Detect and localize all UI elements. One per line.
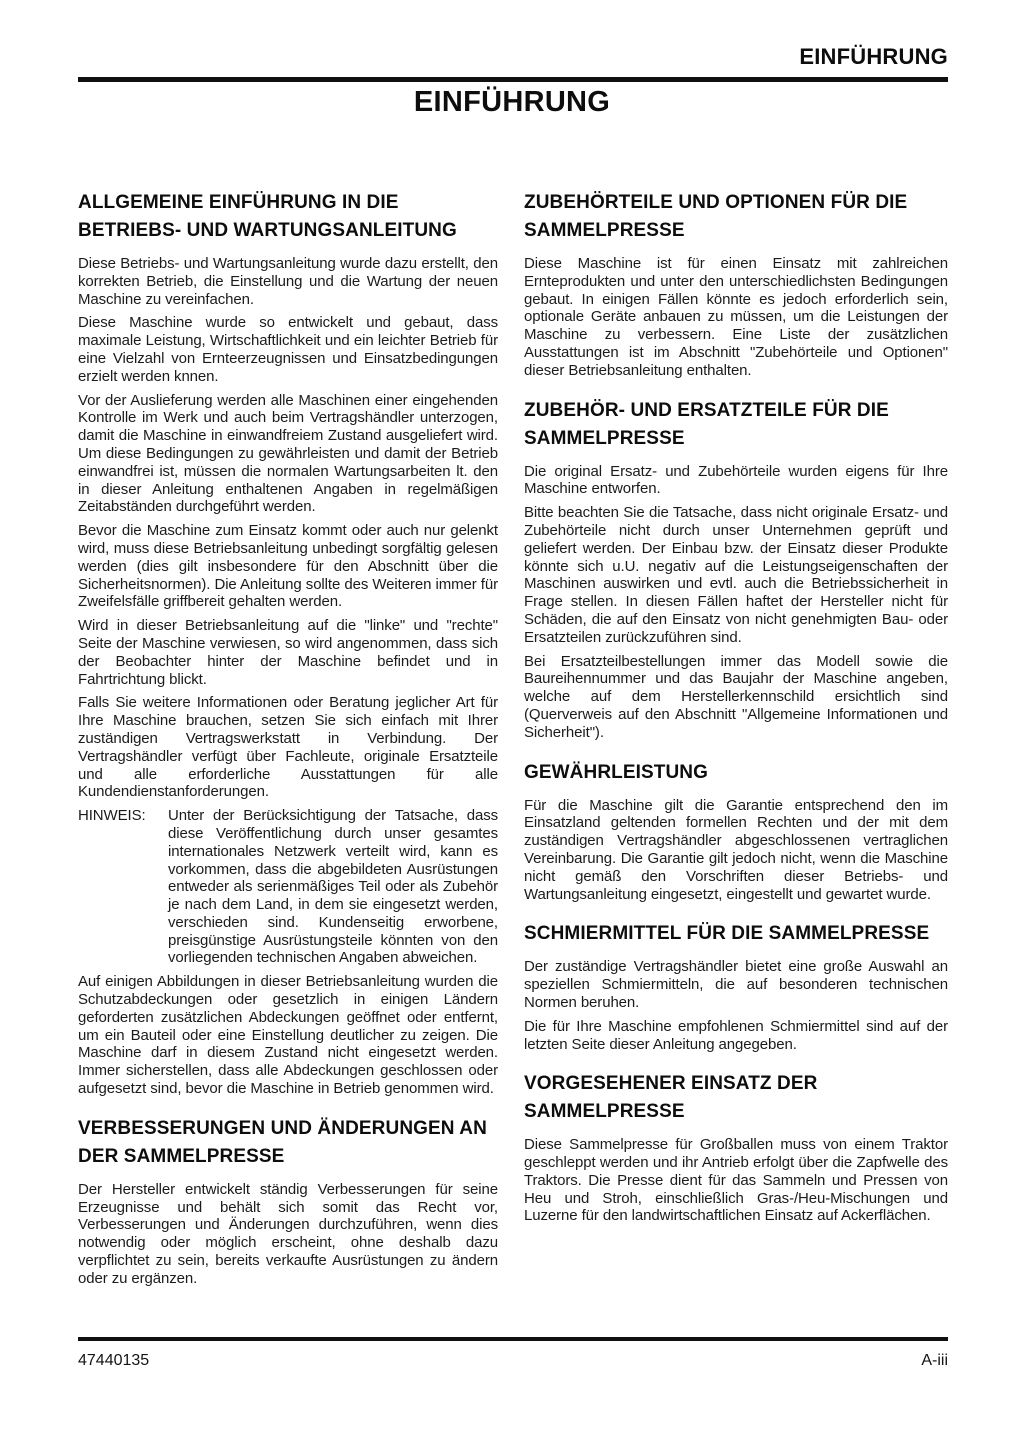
paragraph: Diese Sammelpresse für Großballen muss von einem Traktor geschleppt werden und ihr Antrieb erfolgt über die Zapfwelle des Traktors. Die Presse dient für das Sammeln und Pressen von Heu und Stroh, einschließlich Gras-/Heu-Mischungen und Luzerne für den landwirtschaftlichen Einsatz auf Ackerflächen.	[524, 1136, 948, 1225]
section-heading-intended-use: VORGESEHENER EINSATZ DER SAMMELPRESSE	[524, 1073, 818, 1123]
paragraph: Wird in dieser Betriebsanleitung auf die "linke" und "rechte" Seite der Maschine verwiesen, so wird angenommen, dass sich der Beobachter hinter der Maschine befindet und in Fahrtrichtung blickt.	[78, 617, 498, 688]
paragraph: Der Hersteller entwickelt ständig Verbesserungen für seine Erzeugnisse und behält sich somit das Recht vor, Verbesserungen und Änderungen durchzuführen, wenn dies notwendig oder möglich erscheint, ohne deshalb dazu verpflichtet zu sein, bereits verkaufte Ausrüstungen zu ändern oder zu ergänzen.	[78, 1180, 498, 1287]
note-block	[78, 807, 498, 967]
paragraph: Diese Maschine wurde so entwickelt und gebaut, dass maximale Leistung, Wirtschaftlichkeit und ein leichter Betrieb für eine Vielzahl von Ernteerzeugnissen und Einsatzbedingungen erzielt werden knnen.	[78, 314, 498, 385]
footer-rule	[78, 1337, 948, 1341]
paragraph: Auf einigen Abbildungen in dieser Betriebsanleitung wurden die Schutzabdeckungen oder gesetzlich in einigen Ländern geforderten zusätzlichen Abdeckungen geöffnet oder entfernt, um ein Bauteil oder eine Einstellung deutlicher zu zeigen. Die Maschine darf in diesem Zustand nicht eingesetzt werden. Immer sicherstellen, dass alle Abdeckungen geschlossen oder aufgesetzt sind, bevor die Maschine in Betrieb genommen wird.	[78, 973, 498, 1098]
paragraph: Bevor die Maschine zum Einsatz kommt oder auch nur gelenkt wird, muss diese Betriebsanleitung unbedingt sorgfältig gelesen werden (dies gilt insbesondere für den Abschnitt über die Sicherheitsnormen). Die Anleitung sollte des Weiteren immer für Zweifelsfälle griffbereit gehalten werden.	[78, 522, 498, 611]
section-heading-lubricants: SCHMIERMITTEL FÜR DIE SAMMELPRESSE	[524, 923, 930, 945]
section-heading-warranty: GEWÄHRLEISTUNG	[524, 761, 709, 783]
page-number: A-iii	[921, 1352, 948, 1369]
right-column	[524, 189, 948, 1294]
header-rule	[78, 77, 948, 82]
two-column-layout	[78, 189, 948, 1294]
paragraph: Die original Ersatz- und Zubehörteile wurden eigens für Ihre Maschine entworfen.	[524, 462, 948, 498]
paragraph: Bitte beachten Sie die Tatsache, dass nicht originale Ersatz- und Zubehörteile nicht durch unser Unternehmen geprüft und geliefert werden. Der Einbau bzw. der Einsatz dieser Produkte könnte sich u.U. negativ auf die Leistungseigenschaften der Maschinen auswirken und evtl. auch die Betriebssicherheit in Frage stellen. In diesen Fällen haftet der Hersteller nicht für Schäden, die auf den Einsatz von nicht genehmigten Bau- oder Ersatzteilen zurückzuführen sind.	[524, 504, 948, 646]
paragraph: Diese Betriebs- und Wartungsanleitung wurde dazu erstellt, den korrekten Betrieb, die Einstellung und die Wartung der neuen Maschine zu vereinfachen.	[78, 255, 498, 308]
section-heading-general-introduction: ALLGEMEINE EINFÜHRUNG IN DIE BETRIEBS- UND WARTUNGSANLEITUNG	[78, 192, 457, 241]
paragraph: Die für Ihre Maschine empfohlenen Schmiermittel sind auf der letzten Seite dieser Anleitung angegeben.	[524, 1017, 948, 1053]
paragraph: Diese Maschine ist für einen Einsatz mit zahlreichen Ernteprodukten und unter den unterschiedlichsten Bedingungen gebaut. In einigen Fällen könnte es jedoch erforderlich sein, optionale Geräte anbauen zu müssen, um die Leistungen der Maschine zu verbessern. Eine Liste der zusätzlichen Ausstattungen ist im Abschnitt "Zubehörteile und Optionen" dieser Betriebsanleitung enthalten.	[524, 255, 948, 379]
paragraph: Falls Sie weitere Informationen oder Beratung jeglicher Art für Ihre Maschine brauchen, setzen Sie sich einfach mit Ihrer zuständigen Vertragswerkstatt in Verbindung. Der Vertragshändler verfügt über Fachleute, originale Ersatzteile und alle erforderliche Ausstattungen für alle Kundendienstanforderungen.	[78, 694, 498, 801]
document-number: 47440135	[78, 1352, 150, 1369]
left-column	[78, 189, 498, 1294]
paragraph: Für die Maschine gilt die Garantie entsprechend den im Einsatzland geltenden formellen Rechten und der mit dem zuständigen Vertragshändler abgeschlossenen vertraglichen Vereinbarung. Die Garantie gilt jedoch nicht, wenn die Maschine nicht gemäß den Vorschriften dieser Betriebs- und Wartungsanleitung eingesetzt, eingestellt und gewartet wurde.	[524, 796, 948, 903]
note-label: HINWEIS:	[78, 807, 146, 825]
paragraph: Vor der Auslieferung werden alle Maschinen einer eingehenden Kontrolle im Werk und auch beim Vertragshändler unterzogen, damit die Maschine in einwandfreiem Zustand ausgeliefert wird. Um diese Bedingungen zu gewährleisten und damit der Betrieb einwandfrei ist, müssen die normalen Wartungsarbeiten lt. den in dieser Anleitung enthaltenen Angaben in regelmäßigen Zeitabständen durchgeführt werden.	[78, 391, 498, 516]
paragraph: Der zuständige Vertragshändler bietet eine große Auswahl an speziellen Schmiermitteln, die auf besonderen technischen Normen beruhen.	[524, 958, 948, 1011]
section-heading-spare-parts: ZUBEHÖR- UND ERSATZTEILE FÜR DIE SAMMELPRESSE	[524, 399, 889, 449]
running-header-title: EINFÜHRUNG	[799, 44, 948, 69]
note-text: Unter der Berücksichtigung der Tatsache, dass diese Veröffentlichung durch unser gesamtes internationales Netzwerk verteilt wird, kann es vorkommen, dass die abgebildeten Ausrüstungen entweder als serienmäßiges Teil oder als Zubehör je nach dem Land, in dem sie eingesetzt werden, verschieden sind. Kundenseitig erworbene, preisgünstige Ausrüstungsteile könnten von den vorliegenden technischen Angaben abweichen.	[168, 807, 498, 967]
page-title: EINFÜHRUNG	[413, 86, 611, 118]
section-heading-accessories-options: ZUBEHÖRTEILE UND OPTIONEN FÜR DIE SAMMELPRESSE	[524, 192, 908, 241]
paragraph: Bei Ersatzteilbestellungen immer das Modell sowie die Baureihennummer und das Baujahr der Maschine angeben, welche auf dem Herstellerkennschild ersichtlich sind (Querverweis auf den Abschnitt "Allgemeine Informationen und Sicherheit").	[524, 652, 948, 741]
footer	[78, 1352, 948, 1370]
section-heading-improvements: VERBESSERUNGEN UND ÄNDERUNGEN AN DER SAMMELPRESSE	[78, 1117, 487, 1167]
